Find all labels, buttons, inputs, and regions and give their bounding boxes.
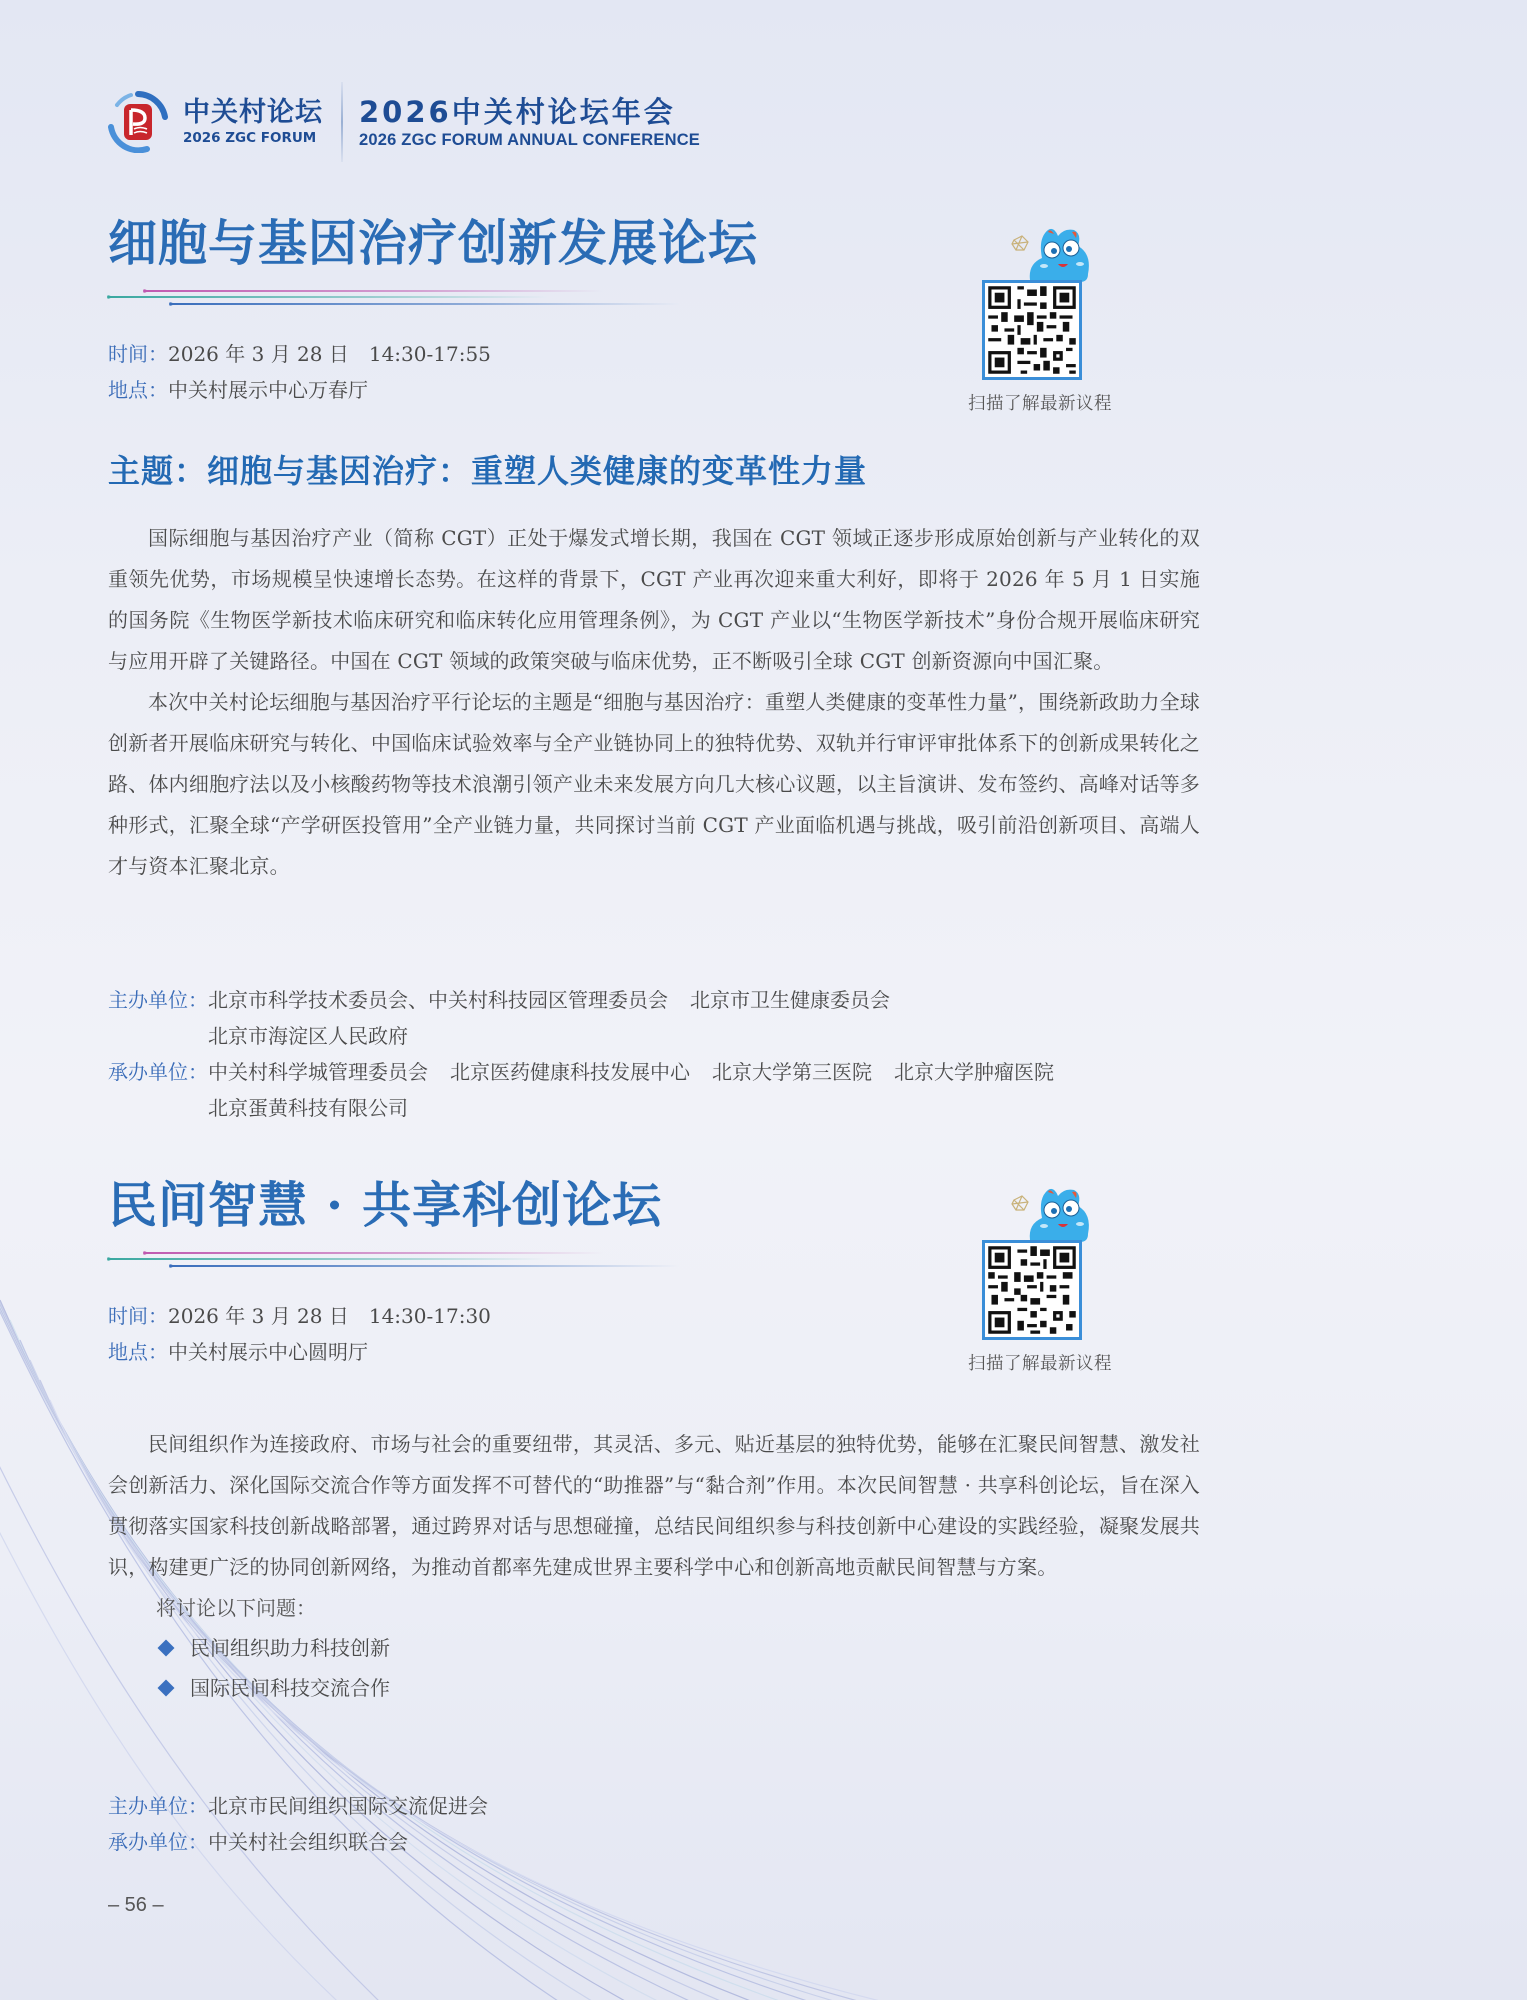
host-units-label: 主办单位： [108,988,208,1012]
organizer-unit: 中关村科学城管理委员会 [208,1060,428,1084]
host-units-row [108,982,1200,1054]
logo-chinese-name: 中关村论坛 [183,97,323,128]
time-value: 2026 年 3 月 28 日 14:30-17:30 [168,1304,491,1328]
organizer-unit: 北京医药健康科技发展中心 [450,1060,690,1084]
forum-cgt-body [108,448,1200,887]
page-header [107,82,700,162]
place-value: 中关村展示中心万春厅 [168,378,368,402]
topic-item [108,1628,1200,1668]
forum-theme: 主题：细胞与基因治疗：重塑人类健康的变革性力量 [108,452,868,490]
logo-english-name: 2026 ZGC FORUM [183,130,317,146]
topic-item [108,1668,1200,1708]
diamond-bullet-icon [158,1680,175,1697]
place-label: 地点： [108,378,168,402]
zgc-forum-logo-icon [107,91,169,153]
host-unit: 北京市科学技术委员会、中关村科技园区管理委员会 [208,988,668,1012]
discussion-intro: 将讨论以下问题： [156,1596,316,1620]
host-unit: 北京市海淀区人民政府 [208,1024,408,1048]
organizer-unit: 北京大学第三医院 [712,1060,872,1084]
agenda-qr-block [950,224,1130,424]
diamond-bullet-icon [158,1640,175,1657]
place-value: 中关村展示中心圆明厅 [168,1340,368,1364]
conference-title-cn: 2026中关村论坛年会 [359,95,676,129]
topic-label: 民间组织助力科技创新 [190,1636,390,1660]
host-units-label: 主办单位： [108,1794,208,1818]
agenda-qr-block [950,1184,1130,1384]
organizer-unit: 北京大学肿瘤医院 [894,1060,1054,1084]
time-label: 时间： [108,1304,168,1328]
qr-code-icon[interactable] [982,280,1082,380]
page-number: – 56 – [108,1894,164,1916]
host-units-row [108,1788,1200,1824]
forum-cgt-organizers [108,982,1200,1126]
qr-caption: 扫描了解最新议程 [968,1354,1112,1374]
time-value: 2026 年 3 月 28 日 14:30-17:55 [168,342,491,366]
forum-civil-body [108,1424,1200,1708]
conference-title-en: 2026 ZGC FORUM ANNUAL CONFERENCE [359,131,701,149]
time-label: 时间： [108,342,168,366]
forum-title: 细胞与基因治疗创新发展论坛 [108,214,759,272]
body-paragraph: 本次中关村论坛细胞与基因治疗平行论坛的主题是“细胞与基因治疗：重塑人类健康的变革性力量”，围绕新政助力全球创新者开展临床研究与转化、中国临床试验效率与全产业链协同上的独特优势、双轨并行审评审批体系下的创新成果转化之路、体内细胞疗法以及小核酸药物等技术浪潮引领产业未来发展方向几大核心议题，以主旨演讲、发布签约、高峰对话等多种形式，汇聚全球“产学研医投管用”全产业链力量，共同探讨当前 CGT 产业面临机遇与挑战，吸引前沿创新项目、高端人才与资本汇聚北京。 [108,690,1200,878]
forum-civil-organizers [108,1788,1200,1860]
place-label: 地点： [108,1340,168,1364]
title-decorative-lines [108,1250,828,1280]
topic-label: 国际民间科技交流合作 [190,1676,390,1700]
title-decorative-lines [108,288,828,318]
organizer-units-row [108,1054,1200,1126]
forum-title: 民间智慧 · 共享科创论坛 [108,1176,663,1234]
organizer-units-label: 承办单位： [108,1830,208,1854]
body-paragraph: 国际细胞与基因治疗产业（简称 CGT）正处于爆发式增长期，我国在 CGT 领域正逐步形成原始创新与产业转化的双重领先优势，市场规模呈快速增长态势。在这样的背景下，CGT 产业再次迎来重大利好，即将于 2026 年 5 月 1 日实施的国务院《生物医学新技术临床研究和临床转化应用管理条例》，为 CGT 产业以“生物医学新技术”身份合规开展临床研究与应用开辟了关键路径。中国在 CGT 领域的政策突破与临床优势，正不断吸引全球 CGT 创新资源向中国汇聚。 [108,526,1200,673]
organizer-unit: 中关村社会组织联合会 [208,1830,408,1854]
host-unit: 北京市卫生健康委员会 [690,988,890,1012]
qr-code-icon[interactable] [982,1240,1082,1340]
qr-caption: 扫描了解最新议程 [968,394,1112,414]
organizer-unit: 北京蛋黄科技有限公司 [208,1096,408,1120]
organizer-units-row [108,1824,1200,1860]
host-unit: 北京市民间组织国际交流促进会 [208,1794,488,1818]
mascot-icon [1008,1184,1098,1246]
header-divider [341,82,343,162]
mascot-icon [1008,224,1098,286]
organizer-units-label: 承办单位： [108,1060,208,1084]
body-paragraph: 民间组织作为连接政府、市场与社会的重要纽带，其灵活、多元、贴近基层的独特优势，能够在汇聚民间智慧、激发社会创新活力、深化国际交流合作等方面发挥不可替代的“助推器”与“黏合剂”作用。本次民间智慧 · 共享科创论坛，旨在深入贯彻落实国家科技创新战略部署，通过跨界对话与思想碰撞，总结民间组织参与科技创新中心建设的实践经验，凝聚发展共识，构建更广泛的协同创新网络，为推动首都率先建成世界主要科学中心和创新高地贡献民间智慧与方案。 [108,1432,1200,1579]
